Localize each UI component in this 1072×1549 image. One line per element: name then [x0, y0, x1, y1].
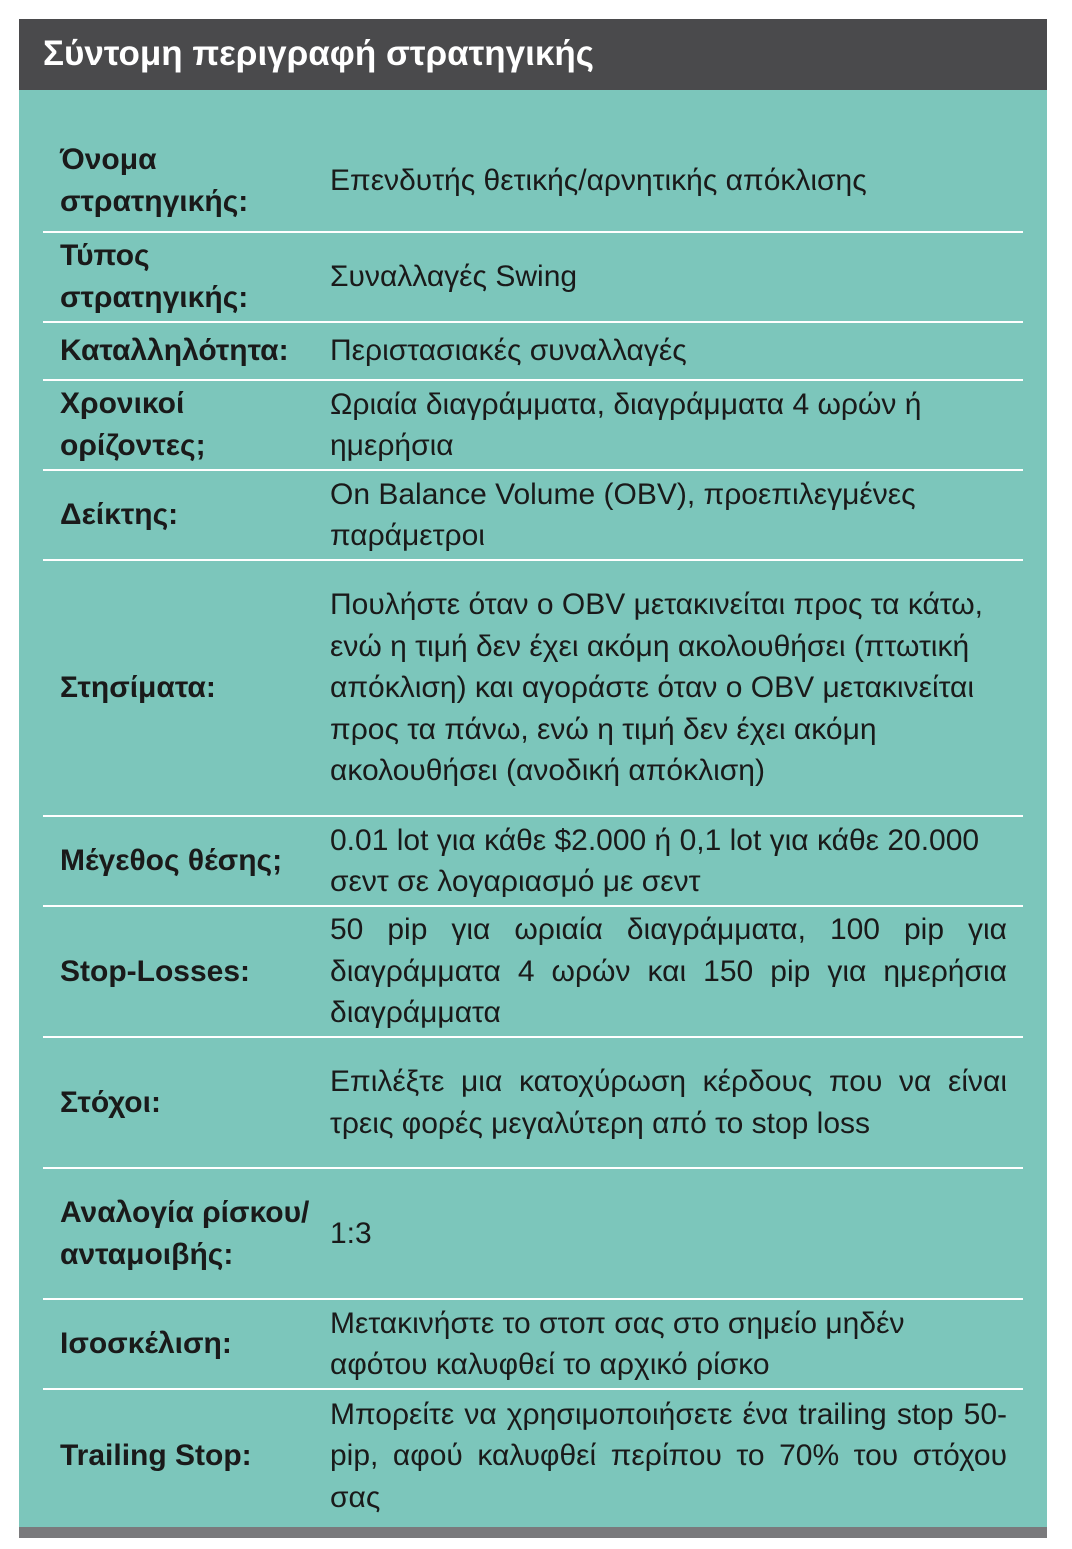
row-value: Περιστασιακές συναλλαγές: [330, 334, 687, 368]
row-stop-losses: [43, 907, 1023, 1038]
card-header: [19, 19, 1047, 90]
row-value: Μετακινήστε το στοπ σας στο σημείο μηδέν αφότου καλυφθεί το αρχικό ρίσκο: [330, 1306, 905, 1381]
card-title: Σύντομη περιγραφή στρατηγικής: [43, 33, 594, 73]
row-label: Δείκτης:: [60, 498, 179, 531]
row-value: Επενδυτής θετικής/αρνητικής απόκλισης: [330, 164, 867, 198]
strategy-summary-card: [19, 19, 1047, 1538]
row-label: Trailing Stop:: [60, 1439, 252, 1472]
row-strategy-name: [43, 131, 1023, 233]
row-strategy-type: [43, 233, 1023, 323]
row-suitability: [43, 323, 1023, 381]
row-timeframes: [43, 381, 1023, 471]
row-value: Συναλλαγές Swing: [330, 260, 578, 294]
row-value: Μπορείτε να χρησιμοποιήσετε ένα trailing stop 50-pip, αφού καλυφθεί περίπου το 70% του στόχου σας: [330, 1397, 1007, 1514]
row-value: 1:3: [330, 1216, 372, 1250]
row-indicator: [43, 471, 1023, 561]
row-label: Ισοσκέλιση:: [60, 1327, 232, 1360]
row-label: Stop-Losses:: [60, 954, 251, 988]
row-value: Πουλήστε όταν ο OBV μετακινείται προς τα κάτω, ενώ η τιμή δεν έχει ακόμη ακολουθήσει (πτωτική απόκλιση) και αγοράστε όταν ο OBV μετακινείται προς τα πάνω, ενώ η τιμή δεν έχει ακόμη ακολουθήσει (ανοδική απόκλιση): [330, 588, 983, 788]
row-label: Τύπος στρατηγικής:: [60, 239, 249, 314]
row-value: 50 pip για ωριαία διαγράμματα, 100 pip για διαγράμματα 4 ωρών και 150 pip για ημερήσια διαγράμματα: [330, 913, 1007, 1030]
row-risk-reward: [43, 1169, 1023, 1300]
row-label: Όνομα στρατηγικής:: [60, 143, 249, 218]
row-setups: [43, 561, 1023, 817]
row-label: Καταλληλότητα:: [60, 334, 289, 367]
row-label: Στησίματα:: [60, 671, 216, 704]
row-targets: [43, 1038, 1023, 1169]
footer-bar: [19, 1527, 1047, 1538]
row-position-size: [43, 817, 1023, 907]
row-label: Χρονικοί ορίζοντες;: [60, 387, 206, 462]
row-value: 0.01 lot για κάθε $2.000 ή 0,1 lot για κάθε 20.000 σεντ σε λογαριασμό με σεντ: [330, 823, 980, 898]
row-value: Ωριαία διαγράμματα, διαγράμματα 4 ωρών ή ημερήσια: [330, 387, 922, 462]
row-value: On Balance Volume (OBV), προεπιλεγμένες παράμετροι: [330, 477, 916, 552]
row-label: Στόχοι:: [60, 1085, 161, 1119]
row-value: Επιλέξτε μια κατοχύρωση κέρδους που να είναι τρεις φορές μεγαλύτερη από το stop loss: [330, 1065, 1007, 1140]
row-label: Μέγεθος θέσης;: [60, 844, 283, 877]
row-trailing-stop: [43, 1390, 1023, 1522]
row-breakeven: [43, 1300, 1023, 1390]
strategy-table: [43, 131, 1023, 1522]
row-label: Αναλογία ρίσκου/ ανταμοιβής:: [60, 1195, 310, 1271]
